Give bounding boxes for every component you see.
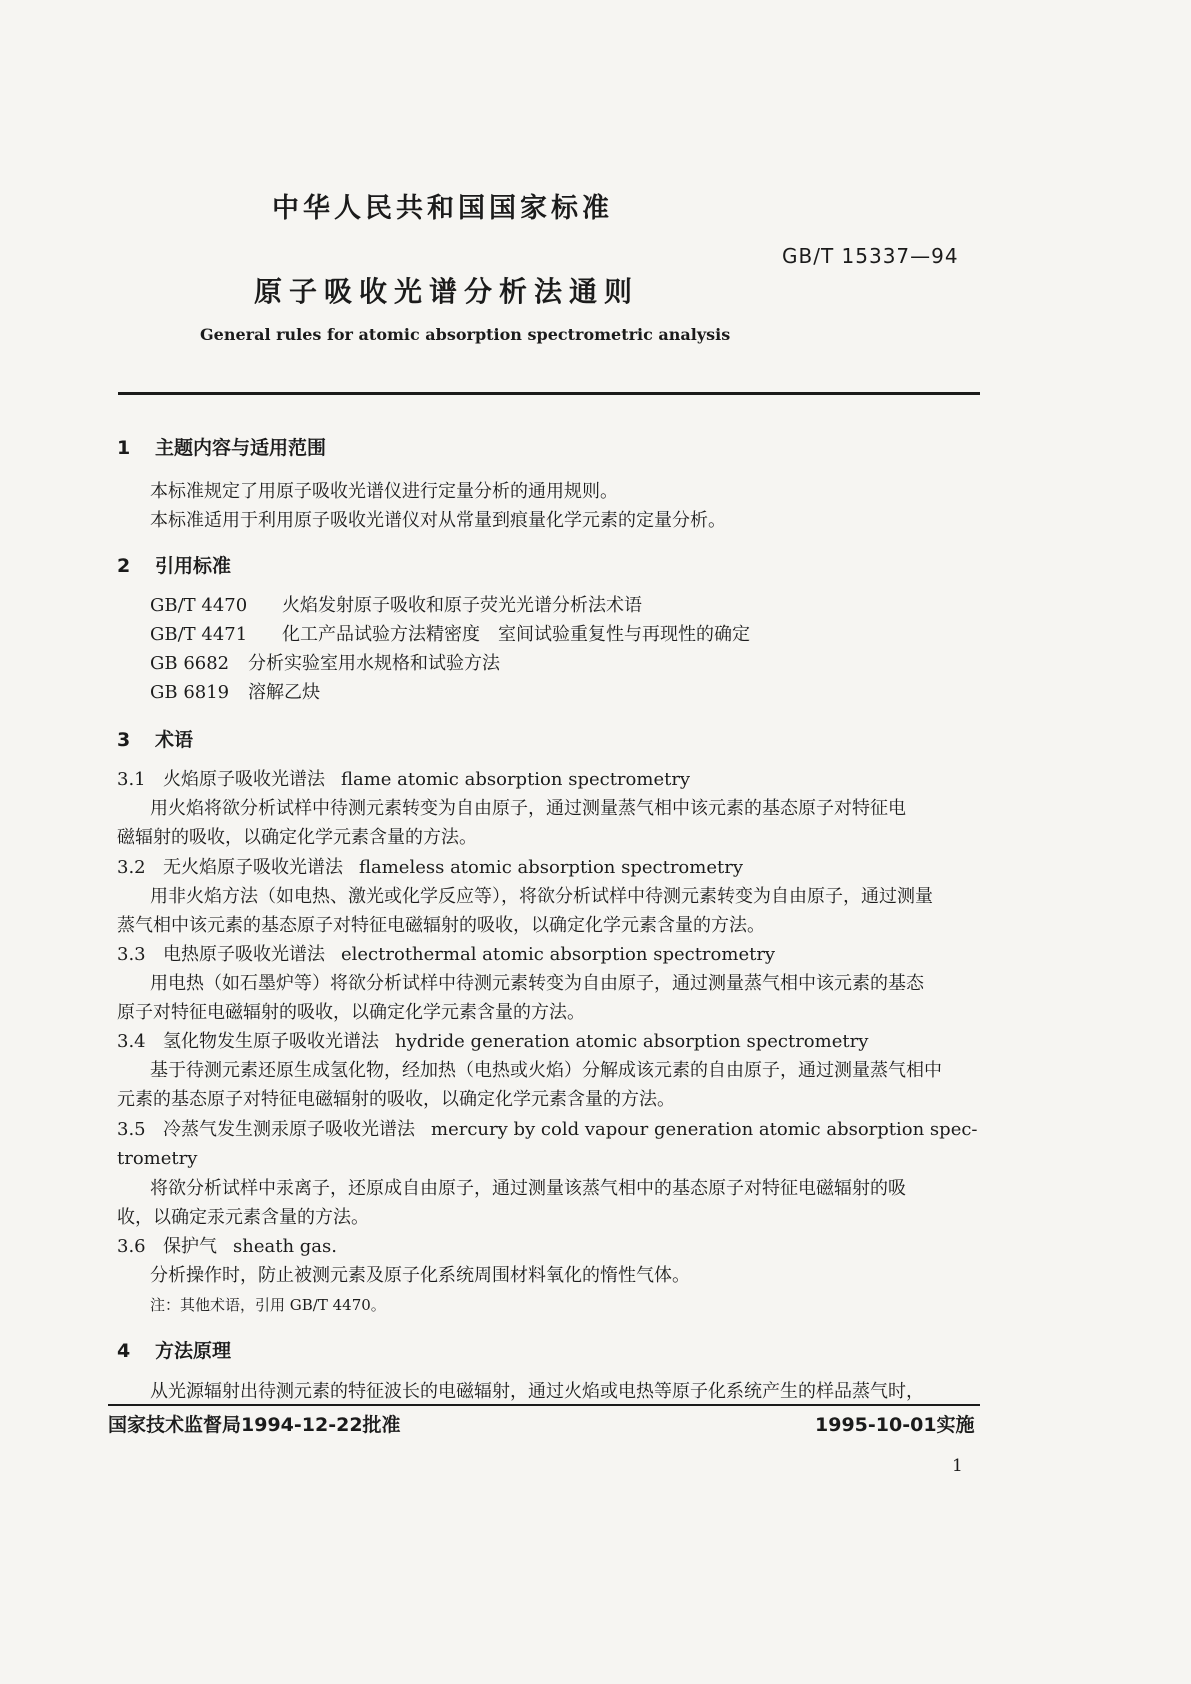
term-definition-line: 用火焰将欲分析试样中待测元素转变为自由原子，通过测量蒸气相中该元素的基态原子对特征电 [150,798,906,819]
term-number: 3.6 [117,1236,146,1257]
section-4-paragraph-1: 从光源辐射出待测元素的特征波长的电磁辐射，通过火焰或电热等原子化系统产生的样品蒸气时， [150,1381,924,1402]
org-title: 中华人民共和国国家标准 [272,193,613,224]
term-note: 注：其他术语，引用 GB/T 4470。 [150,1296,386,1314]
reference-code: GB/T 4471 [150,624,248,645]
document-title-cn: 原子吸收光谱分析法通则 [254,275,640,308]
term-en: hydride generation atomic absorption spectrometry [395,1031,869,1052]
header-divider [118,392,980,395]
term-definition-line: 原子对特征电磁辐射的吸收，以确定化学元素含量的方法。 [117,1002,585,1023]
section-3-heading [117,725,193,752]
document-title-en: General rules for atomic absorption spectrometric analysis [200,325,731,344]
term-definition-line: 磁辐射的吸收，以确定化学元素含量的方法。 [117,827,477,848]
section-1-paragraph-1: 本标准规定了用原子吸收光谱仪进行定量分析的通用规则。 [150,481,618,502]
term-definition-line: 用非火焰方法（如电热、激光或化学反应等），将欲分析试样中待测元素转变为自由原子，通过测量 [150,886,933,907]
term-heading [117,1118,978,1142]
section-title: 方法原理 [155,1340,232,1362]
term-en: flame atomic absorption spectrometry [341,769,691,790]
section-title: 主题内容与适用范围 [155,437,327,459]
section-1-paragraph-2: 本标准适用于利用原子吸收光谱仪对从常量到痕量化学元素的定量分析。 [150,510,726,531]
term-definition-line: 基于待测元素还原生成氢化物，经加热（电热或火焰）分解成该元素的自由原子，通过测量蒸气相中 [150,1060,942,1081]
term-definition-line: 将欲分析试样中汞离子，还原成自由原子，通过测量该蒸气相中的基态原子对特征电磁辐射的吸 [150,1178,906,1199]
section-number: 4 [117,1340,131,1362]
term-heading [117,1030,868,1054]
section-number: 3 [117,729,131,751]
term-en-continuation: trometry [117,1148,198,1169]
term-number: 3.2 [117,857,146,878]
section-2-heading [117,551,231,578]
reference-item [150,594,642,618]
term-cn: 无火焰原子吸收光谱法 [163,857,343,878]
reference-code: GB 6819 [150,682,230,703]
effective-date: 1995-10-01实施 [815,1414,975,1436]
term-en: flameless atomic absorption spectrometry [359,857,743,878]
section-4-heading [117,1336,231,1363]
term-en: mercury by cold vapour generation atomic absorption spec- [431,1119,978,1140]
section-number: 1 [117,437,131,459]
term-en: sheath gas. [233,1236,337,1257]
term-number: 3.3 [117,944,146,965]
term-definition-line: 用电热（如石墨炉等）将欲分析试样中待测元素转变为自由原子，通过测量蒸气相中该元素的基态 [150,973,924,994]
standard-code: GB/T 15337—94 [782,244,959,268]
term-heading [117,856,743,880]
term-en: electrothermal atomic absorption spectrometry [341,944,776,965]
term-heading [117,1235,337,1259]
term-cn: 保护气 [163,1236,217,1257]
reference-code: GB/T 4470 [150,595,248,616]
term-number: 3.4 [117,1031,146,1052]
reference-title: 化工产品试验方法精密度 室间试验重复性与再现性的确定 [282,624,750,645]
term-definition-line: 元素的基态原子对特征电磁辐射的吸收，以确定化学元素含量的方法。 [117,1089,675,1110]
reference-item [150,652,500,676]
term-definition-line: 蒸气相中该元素的基态原子对特征电磁辐射的吸收，以确定化学元素含量的方法。 [117,915,765,936]
reference-item [150,623,750,647]
reference-title: 溶解乙炔 [248,682,320,703]
reference-code: GB 6682 [150,653,230,674]
term-cn: 电热原子吸收光谱法 [163,944,325,965]
term-cn: 火焰原子吸收光谱法 [163,769,325,790]
term-cn: 冷蒸气发生测汞原子吸收光谱法 [163,1119,415,1140]
reference-item [150,681,320,705]
reference-title: 分析实验室用水规格和试验方法 [248,653,500,674]
term-number: 3.5 [117,1119,146,1140]
term-heading [117,943,775,967]
section-number: 2 [117,555,131,577]
term-number: 3.1 [117,769,146,790]
term-heading [117,768,690,792]
section-title: 引用标准 [155,555,232,577]
term-definition-line: 收，以确定汞元素含量的方法。 [117,1207,369,1228]
approval-date: 国家技术监督局1994-12-22批准 [108,1414,401,1436]
term-definition-line: 分析操作时，防止被测元素及原子化系统周围材料氧化的惰性气体。 [150,1265,690,1286]
section-title: 术语 [155,729,194,751]
footer-divider [108,1404,980,1406]
page-number: 1 [952,1456,963,1476]
reference-title: 火焰发射原子吸收和原子荧光光谱分析法术语 [282,595,642,616]
term-cn: 氢化物发生原子吸收光谱法 [163,1031,379,1052]
section-1-heading [117,433,326,460]
